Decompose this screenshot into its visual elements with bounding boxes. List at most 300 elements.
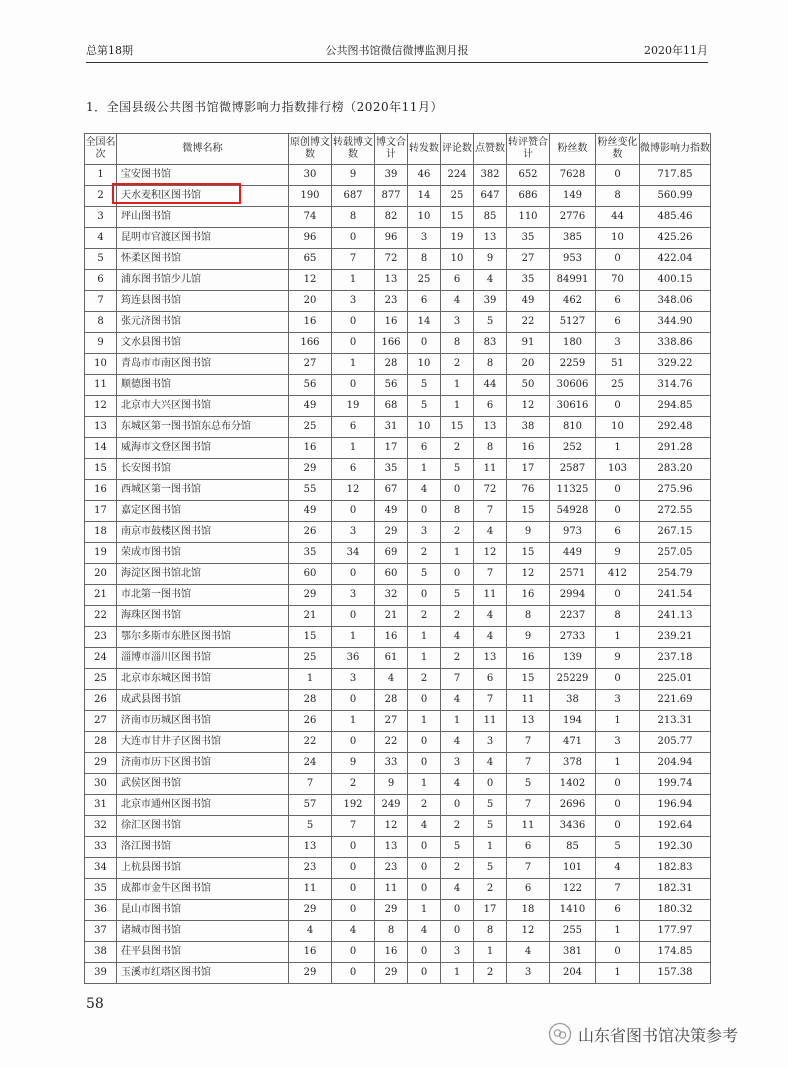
table-cell: 3 [332,522,375,543]
table-cell: 10 [408,417,441,438]
table-cell: 18 [507,900,550,921]
table-cell: 1 [332,438,375,459]
table-cell: 5 [441,837,474,858]
table-cell: 16 [375,312,408,333]
table-cell: 3 [332,669,375,690]
table-row [85,690,711,711]
table-cell: 12 [507,564,550,585]
table-cell: 0 [596,795,640,816]
table-cell: 0 [408,837,441,858]
table-cell: 11 [474,711,507,732]
table-cell: 7628 [550,165,596,186]
table-cell: 0 [596,774,640,795]
table-cell: 65 [289,249,332,270]
table-cell: 12 [375,816,408,837]
table-cell: 18 [85,522,117,543]
table-cell: 17 [474,900,507,921]
table-cell: 686 [507,186,550,207]
table-cell: 0 [408,879,441,900]
table-cell: 35 [289,543,332,564]
library-name-cell: 文水县图书馆 [117,333,289,354]
table-cell: 22 [507,312,550,333]
table-cell: 17 [85,501,117,522]
table-cell: 5 [289,816,332,837]
table-cell: 39 [375,165,408,186]
table-cell: 237.18 [640,648,711,669]
table-cell: 4 [441,879,474,900]
table-cell: 292.48 [640,417,711,438]
table-cell: 0 [332,879,375,900]
table-cell: 67 [375,480,408,501]
table-cell: 272.55 [640,501,711,522]
library-name-cell: 鄂尔多斯市东胜区图书馆 [117,627,289,648]
table-cell: 177.97 [640,921,711,942]
table-cell: 400.15 [640,270,711,291]
table-row [85,312,711,333]
table-cell: 3 [474,732,507,753]
table-cell: 35 [375,459,408,480]
table-row [85,207,711,228]
table-cell: 1 [474,837,507,858]
table-cell: 11 [474,585,507,606]
table-cell: 0 [408,690,441,711]
table-cell: 1 [596,711,640,732]
table-cell: 16 [289,312,332,333]
table-cell: 76 [507,480,550,501]
table-cell: 9 [332,753,375,774]
table-cell: 38 [550,690,596,711]
table-cell: 8 [85,312,117,333]
table-row [85,417,711,438]
page-number: 58 [86,996,104,1012]
table-cell: 0 [441,480,474,501]
table-cell: 647 [474,186,507,207]
table-cell: 1 [408,900,441,921]
table-cell: 5127 [550,312,596,333]
table-cell: 8 [474,438,507,459]
table-cell: 462 [550,291,596,312]
table-cell: 10 [441,249,474,270]
table-cell: 9 [596,648,640,669]
table-cell: 0 [332,501,375,522]
table-cell: 239.21 [640,627,711,648]
table-cell: 19 [441,228,474,249]
table-cell: 166 [289,333,332,354]
table-cell: 27 [507,249,550,270]
table-cell: 30 [289,165,332,186]
table-cell: 0 [441,921,474,942]
column-header: 微博名称 [117,134,289,165]
table-cell: 15 [507,669,550,690]
table-cell: 29 [85,753,117,774]
table-cell: 8 [596,606,640,627]
table-cell: 381 [550,942,596,963]
table-cell: 49 [375,501,408,522]
watermark [548,1022,738,1046]
table-cell: 199.74 [640,774,711,795]
table-cell: 1 [332,711,375,732]
table-cell: 5 [474,816,507,837]
table-cell: 190 [289,186,332,207]
table-cell: 5 [596,837,640,858]
table-cell: 1 [441,396,474,417]
table-cell: 6 [441,270,474,291]
table-cell: 194 [550,711,596,732]
table-cell: 378 [550,753,596,774]
table-cell: 3 [507,963,550,984]
library-name-cell: 市北第一图书馆 [117,585,289,606]
table-cell: 16 [289,438,332,459]
table-cell: 29 [375,900,408,921]
table-cell: 25 [289,648,332,669]
table-cell: 1410 [550,900,596,921]
table-cell: 8 [375,921,408,942]
table-cell: 3 [596,690,640,711]
table-cell: 4 [441,291,474,312]
table-cell: 8 [474,921,507,942]
table-row [85,228,711,249]
table-cell: 1 [441,543,474,564]
table-cell: 0 [408,753,441,774]
table-cell: 74 [289,207,332,228]
table-cell: 0 [332,732,375,753]
table-cell: 10 [596,417,640,438]
table-cell: 28 [375,354,408,375]
table-cell: 15 [507,543,550,564]
table-cell: 344.90 [640,312,711,333]
library-name-cell: 茌平县图书馆 [117,942,289,963]
table-cell: 7 [474,564,507,585]
table-cell: 449 [550,543,596,564]
table-cell: 717.85 [640,165,711,186]
table-cell: 8 [596,186,640,207]
table-row [85,900,711,921]
table-cell: 1402 [550,774,596,795]
library-name-cell: 昆山市图书馆 [117,900,289,921]
table-cell: 8 [408,249,441,270]
table-cell: 26 [289,522,332,543]
table-cell: 3 [408,228,441,249]
column-header: 评论数 [441,134,474,165]
table-cell: 19 [85,543,117,564]
library-name-cell: 张元济图书馆 [117,312,289,333]
table-cell: 425.26 [640,228,711,249]
table-cell: 29 [375,522,408,543]
table-cell: 4 [596,858,640,879]
table-cell: 34 [85,858,117,879]
table-cell: 16 [507,648,550,669]
table-cell: 687 [332,186,375,207]
table-cell: 17 [375,438,408,459]
table-cell: 85 [474,207,507,228]
table-cell: 1 [408,648,441,669]
table-cell: 1 [441,711,474,732]
table-cell: 17 [507,459,550,480]
running-header [86,38,708,63]
table-cell: 1 [408,459,441,480]
table-cell: 24 [289,753,332,774]
table-cell: 35 [85,879,117,900]
table-row [85,480,711,501]
column-header: 转评赞合计 [507,134,550,165]
table-cell: 14 [408,186,441,207]
table-cell: 6 [596,291,640,312]
table-row [85,753,711,774]
table-row [85,270,711,291]
library-name-cell: 诸城市图书馆 [117,921,289,942]
table-row [85,816,711,837]
table-cell: 12 [289,270,332,291]
table-cell: 7 [474,690,507,711]
table-cell: 12 [85,396,117,417]
library-name-cell: 南京市鼓楼区图书馆 [117,522,289,543]
column-header: 点赞数 [474,134,507,165]
table-row [85,669,711,690]
table-cell: 3436 [550,816,596,837]
table-cell: 16 [375,942,408,963]
table-row [85,522,711,543]
table-cell: 15 [85,459,117,480]
table-cell: 9 [85,333,117,354]
table-cell: 422.04 [640,249,711,270]
table-cell: 55 [289,480,332,501]
table-cell: 249 [375,795,408,816]
table-cell: 1 [441,963,474,984]
table-cell: 29 [289,585,332,606]
table-cell: 13 [375,837,408,858]
library-name-cell: 宝安图书馆 [117,165,289,186]
table-cell: 2 [408,543,441,564]
column-header: 全国名次 [85,134,117,165]
table-body [85,165,711,984]
table-cell: 166 [375,333,408,354]
table-cell: 22 [85,606,117,627]
table-cell: 5 [441,459,474,480]
table-cell: 5 [474,312,507,333]
table-cell: 4 [408,816,441,837]
table-cell: 38 [85,942,117,963]
table-cell: 6 [408,291,441,312]
table-cell: 20 [289,291,332,312]
table-cell: 2237 [550,606,596,627]
table-cell: 21 [85,585,117,606]
table-cell: 19 [332,396,375,417]
table-row [85,354,711,375]
table-cell: 36 [332,648,375,669]
table-cell: 2 [441,522,474,543]
table-row [85,459,711,480]
table-cell: 7 [332,816,375,837]
table-cell: 4 [474,270,507,291]
table-cell: 28 [375,690,408,711]
table-cell: 2 [441,606,474,627]
table-cell: 6 [596,312,640,333]
table-cell: 4 [474,522,507,543]
table-cell: 34 [332,543,375,564]
library-name-cell: 荣成市图书馆 [117,543,289,564]
report-date: 2020年11月 [644,44,708,57]
table-cell: 192 [332,795,375,816]
table-cell: 6 [408,438,441,459]
table-cell: 1 [596,627,640,648]
table-cell: 37 [85,921,117,942]
table-cell: 12 [507,396,550,417]
table-cell: 5 [408,375,441,396]
table-cell: 29 [375,963,408,984]
table-cell: 1 [596,921,640,942]
table-cell: 10 [408,207,441,228]
table-cell: 27 [289,354,332,375]
table-cell: 0 [596,480,640,501]
table-cell: 101 [550,858,596,879]
table-cell: 68 [375,396,408,417]
table-cell: 30606 [550,375,596,396]
table-cell: 15 [441,207,474,228]
table-cell: 2696 [550,795,596,816]
table-cell: 10 [85,354,117,375]
table-cell: 267.15 [640,522,711,543]
table-cell: 0 [596,249,640,270]
library-name-cell: 东城区第一图书馆东总布分馆 [117,417,289,438]
table-cell: 23 [85,627,117,648]
table-cell: 56 [375,375,408,396]
table-cell: 15 [507,501,550,522]
table-cell: 8 [441,501,474,522]
table-cell: 4 [441,690,474,711]
table-row [85,606,711,627]
column-header: 转发数 [408,134,441,165]
issue-number: 总第18期 [86,44,133,57]
table-row [85,711,711,732]
table-cell: 33 [85,837,117,858]
table-cell: 25 [408,270,441,291]
table-cell: 5 [507,774,550,795]
table-cell: 16 [507,438,550,459]
table-cell: 241.13 [640,606,711,627]
library-name-cell: 顺德图书馆 [117,375,289,396]
table-cell: 348.06 [640,291,711,312]
table-cell: 0 [408,858,441,879]
table-cell: 139 [550,648,596,669]
table-cell: 12 [474,543,507,564]
table-cell: 35 [507,228,550,249]
table-cell: 11 [507,816,550,837]
library-name-cell: 坪山图书馆 [117,207,289,228]
table-row [85,942,711,963]
table-cell: 2259 [550,354,596,375]
library-name-cell: 济南市历城区图书馆 [117,711,289,732]
table-row [85,963,711,984]
table-cell: 7 [289,774,332,795]
table-row [85,774,711,795]
table-cell: 2 [441,438,474,459]
table-cell: 157.38 [640,963,711,984]
table-cell: 2776 [550,207,596,228]
table-cell: 8 [507,606,550,627]
table-cell: 25 [596,375,640,396]
library-name-cell: 洛江图书馆 [117,837,289,858]
table-cell: 192.30 [640,837,711,858]
table-cell: 294.85 [640,396,711,417]
table-cell: 49 [289,501,332,522]
library-name-cell: 怀柔区图书馆 [117,249,289,270]
table-cell: 2 [474,879,507,900]
table-cell: 32 [85,816,117,837]
table-cell: 471 [550,732,596,753]
table-row [85,333,711,354]
table-cell: 2733 [550,627,596,648]
table-cell: 6 [332,417,375,438]
table-cell: 257.05 [640,543,711,564]
library-name-cell: 大连市甘井子区图书馆 [117,732,289,753]
table-cell: 27 [85,711,117,732]
table-cell: 1 [408,711,441,732]
table-cell: 213.31 [640,711,711,732]
report-title: 公共图书馆微信微博监测月报 [325,44,469,57]
table-cell: 485.46 [640,207,711,228]
table-cell: 560.99 [640,186,711,207]
table-row [85,375,711,396]
table-cell: 84991 [550,270,596,291]
table-cell: 2571 [550,564,596,585]
table-cell: 225.01 [640,669,711,690]
table-cell: 96 [375,228,408,249]
table-cell: 3 [85,207,117,228]
table-cell: 0 [332,963,375,984]
table-cell: 56 [289,375,332,396]
table-cell: 49 [507,291,550,312]
table-cell: 4 [289,921,332,942]
table-cell: 283.20 [640,459,711,480]
table-cell: 32 [375,585,408,606]
table-cell: 224 [441,165,474,186]
table-cell: 31 [85,795,117,816]
table-cell: 0 [332,942,375,963]
table-cell: 5 [474,795,507,816]
table-cell: 11 [289,879,332,900]
table-cell: 13 [474,228,507,249]
table-cell: 39 [85,963,117,984]
table-cell: 0 [332,606,375,627]
table-cell: 16 [85,480,117,501]
table-cell: 29 [289,459,332,480]
table-cell: 0 [332,228,375,249]
table-cell: 1 [441,375,474,396]
table-cell: 0 [332,375,375,396]
library-name-cell: 海淀区图书馆北馆 [117,564,289,585]
table-row [85,438,711,459]
table-cell: 3 [332,291,375,312]
table-cell: 16 [507,585,550,606]
table-cell: 60 [375,564,408,585]
table-cell: 7 [507,795,550,816]
section-title: 1．全国县级公共图书馆微博影响力指数排行榜（2020年11月） [86,100,443,114]
table-cell: 85 [550,837,596,858]
table-row [85,501,711,522]
table-cell: 11 [85,375,117,396]
table-cell: 180 [550,333,596,354]
library-name-cell: 北京市通州区图书馆 [117,795,289,816]
table-row [85,837,711,858]
table-cell: 0 [332,564,375,585]
table-cell: 0 [474,774,507,795]
table-cell: 9 [596,543,640,564]
table-cell: 5 [474,858,507,879]
table-cell: 15 [289,627,332,648]
table-cell: 1 [332,627,375,648]
table-cell: 4 [474,606,507,627]
table-cell: 13 [474,648,507,669]
